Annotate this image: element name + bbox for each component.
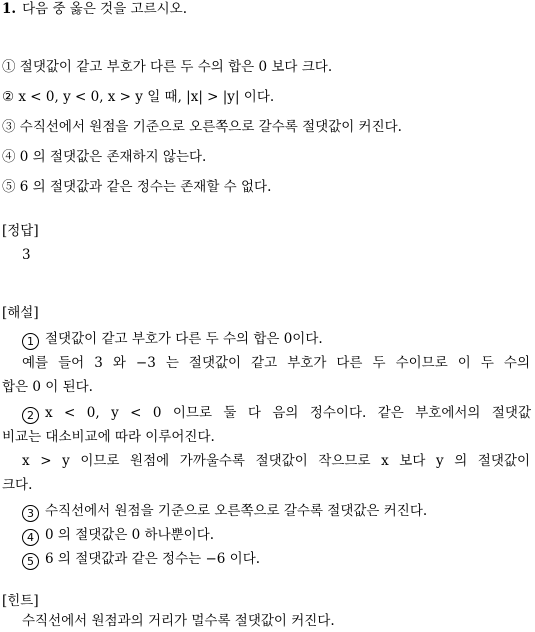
- explanation-text: x < 0, y < 0 이므로 둘 다 음의 정수이다. 같은 부호에서의 절댓값: [45, 405, 531, 421]
- choice-text: 0 의 절댓값은 존재하지 않는다.: [19, 149, 207, 165]
- circled-number: 2: [22, 407, 39, 424]
- explanation-item-1: [22, 330, 323, 350]
- circled-number: 1: [22, 333, 39, 350]
- choice-mark: ④: [2, 149, 16, 165]
- choice-mark: ⑤: [2, 179, 16, 195]
- explanation-line: [22, 452, 530, 470]
- question-number: 1.: [2, 1, 17, 17]
- choice-mark: ①: [2, 59, 16, 75]
- hint-heading: [힌트]: [2, 593, 39, 609]
- choice-4: [2, 148, 206, 166]
- choice-mark: ③: [2, 119, 16, 135]
- explanation-item-5: [22, 550, 260, 570]
- choice-5: [2, 178, 271, 196]
- explanation-item-4: [22, 526, 214, 546]
- explanation-line: 비교는 대소비교에 따라 이루어진다.: [2, 429, 215, 445]
- question-text: 다음 중 옳은 것을 고르시오.: [22, 1, 188, 17]
- choice-text: 6 의 절댓값과 같은 정수는 존재할 수 없다.: [19, 179, 272, 195]
- explanation-text: 절댓값이 같고 부호가 다른 두 수의 합은 0이다.: [45, 331, 323, 347]
- answer-heading: [정답]: [2, 223, 39, 239]
- circled-number: 3: [22, 505, 39, 522]
- explanation-text: 6 의 절댓값과 같은 정수는 −6 이다.: [45, 551, 261, 567]
- circled-number: 5: [22, 553, 39, 570]
- choice-3: [2, 118, 402, 136]
- explanation-line: 크다.: [2, 477, 33, 493]
- hint-text: 수직선에서 원점과의 거리가 멀수록 절댓값이 커진다.: [22, 613, 335, 629]
- explanation-line: [22, 354, 530, 372]
- choice-text: 수직선에서 원점을 기준으로 오른쪽으로 갈수록 절댓값이 커진다.: [19, 119, 402, 135]
- choice-1: [2, 58, 332, 76]
- explanation-text: x > y 이므로 원점에 가까울수록 절댓값이 작으므로 x 보다 y 의 절댓값이: [22, 453, 530, 469]
- question-line: [2, 0, 187, 18]
- choice-mark: ②: [2, 89, 15, 105]
- explanation-item-3: [22, 502, 427, 522]
- choice-text: 절댓값이 같고 부호가 다른 두 수의 합은 0 보다 크다.: [19, 59, 333, 75]
- explanation-line: 합은 0 이 된다.: [2, 379, 93, 395]
- explanation-text: 0 의 절댓값은 0 하나뿐이다.: [45, 527, 215, 543]
- explanation-heading: [해설]: [2, 305, 39, 321]
- explanation-text: 수직선에서 원점을 기준으로 오른쪽으로 갈수록 절댓값은 커진다.: [45, 503, 428, 519]
- explanation-item-2: [22, 404, 531, 424]
- choice-text: x < 0, y < 0, x > y 일 때, |x| > |y| 이다.: [18, 89, 275, 105]
- explanation-text: 예를 들어 3 와 −3 는 절댓값이 같고 부호가 다른 두 수이므로 이 두 수의: [22, 355, 530, 371]
- answer-value: 3: [22, 247, 31, 263]
- circled-number: 4: [22, 529, 39, 546]
- choice-2: [2, 88, 274, 106]
